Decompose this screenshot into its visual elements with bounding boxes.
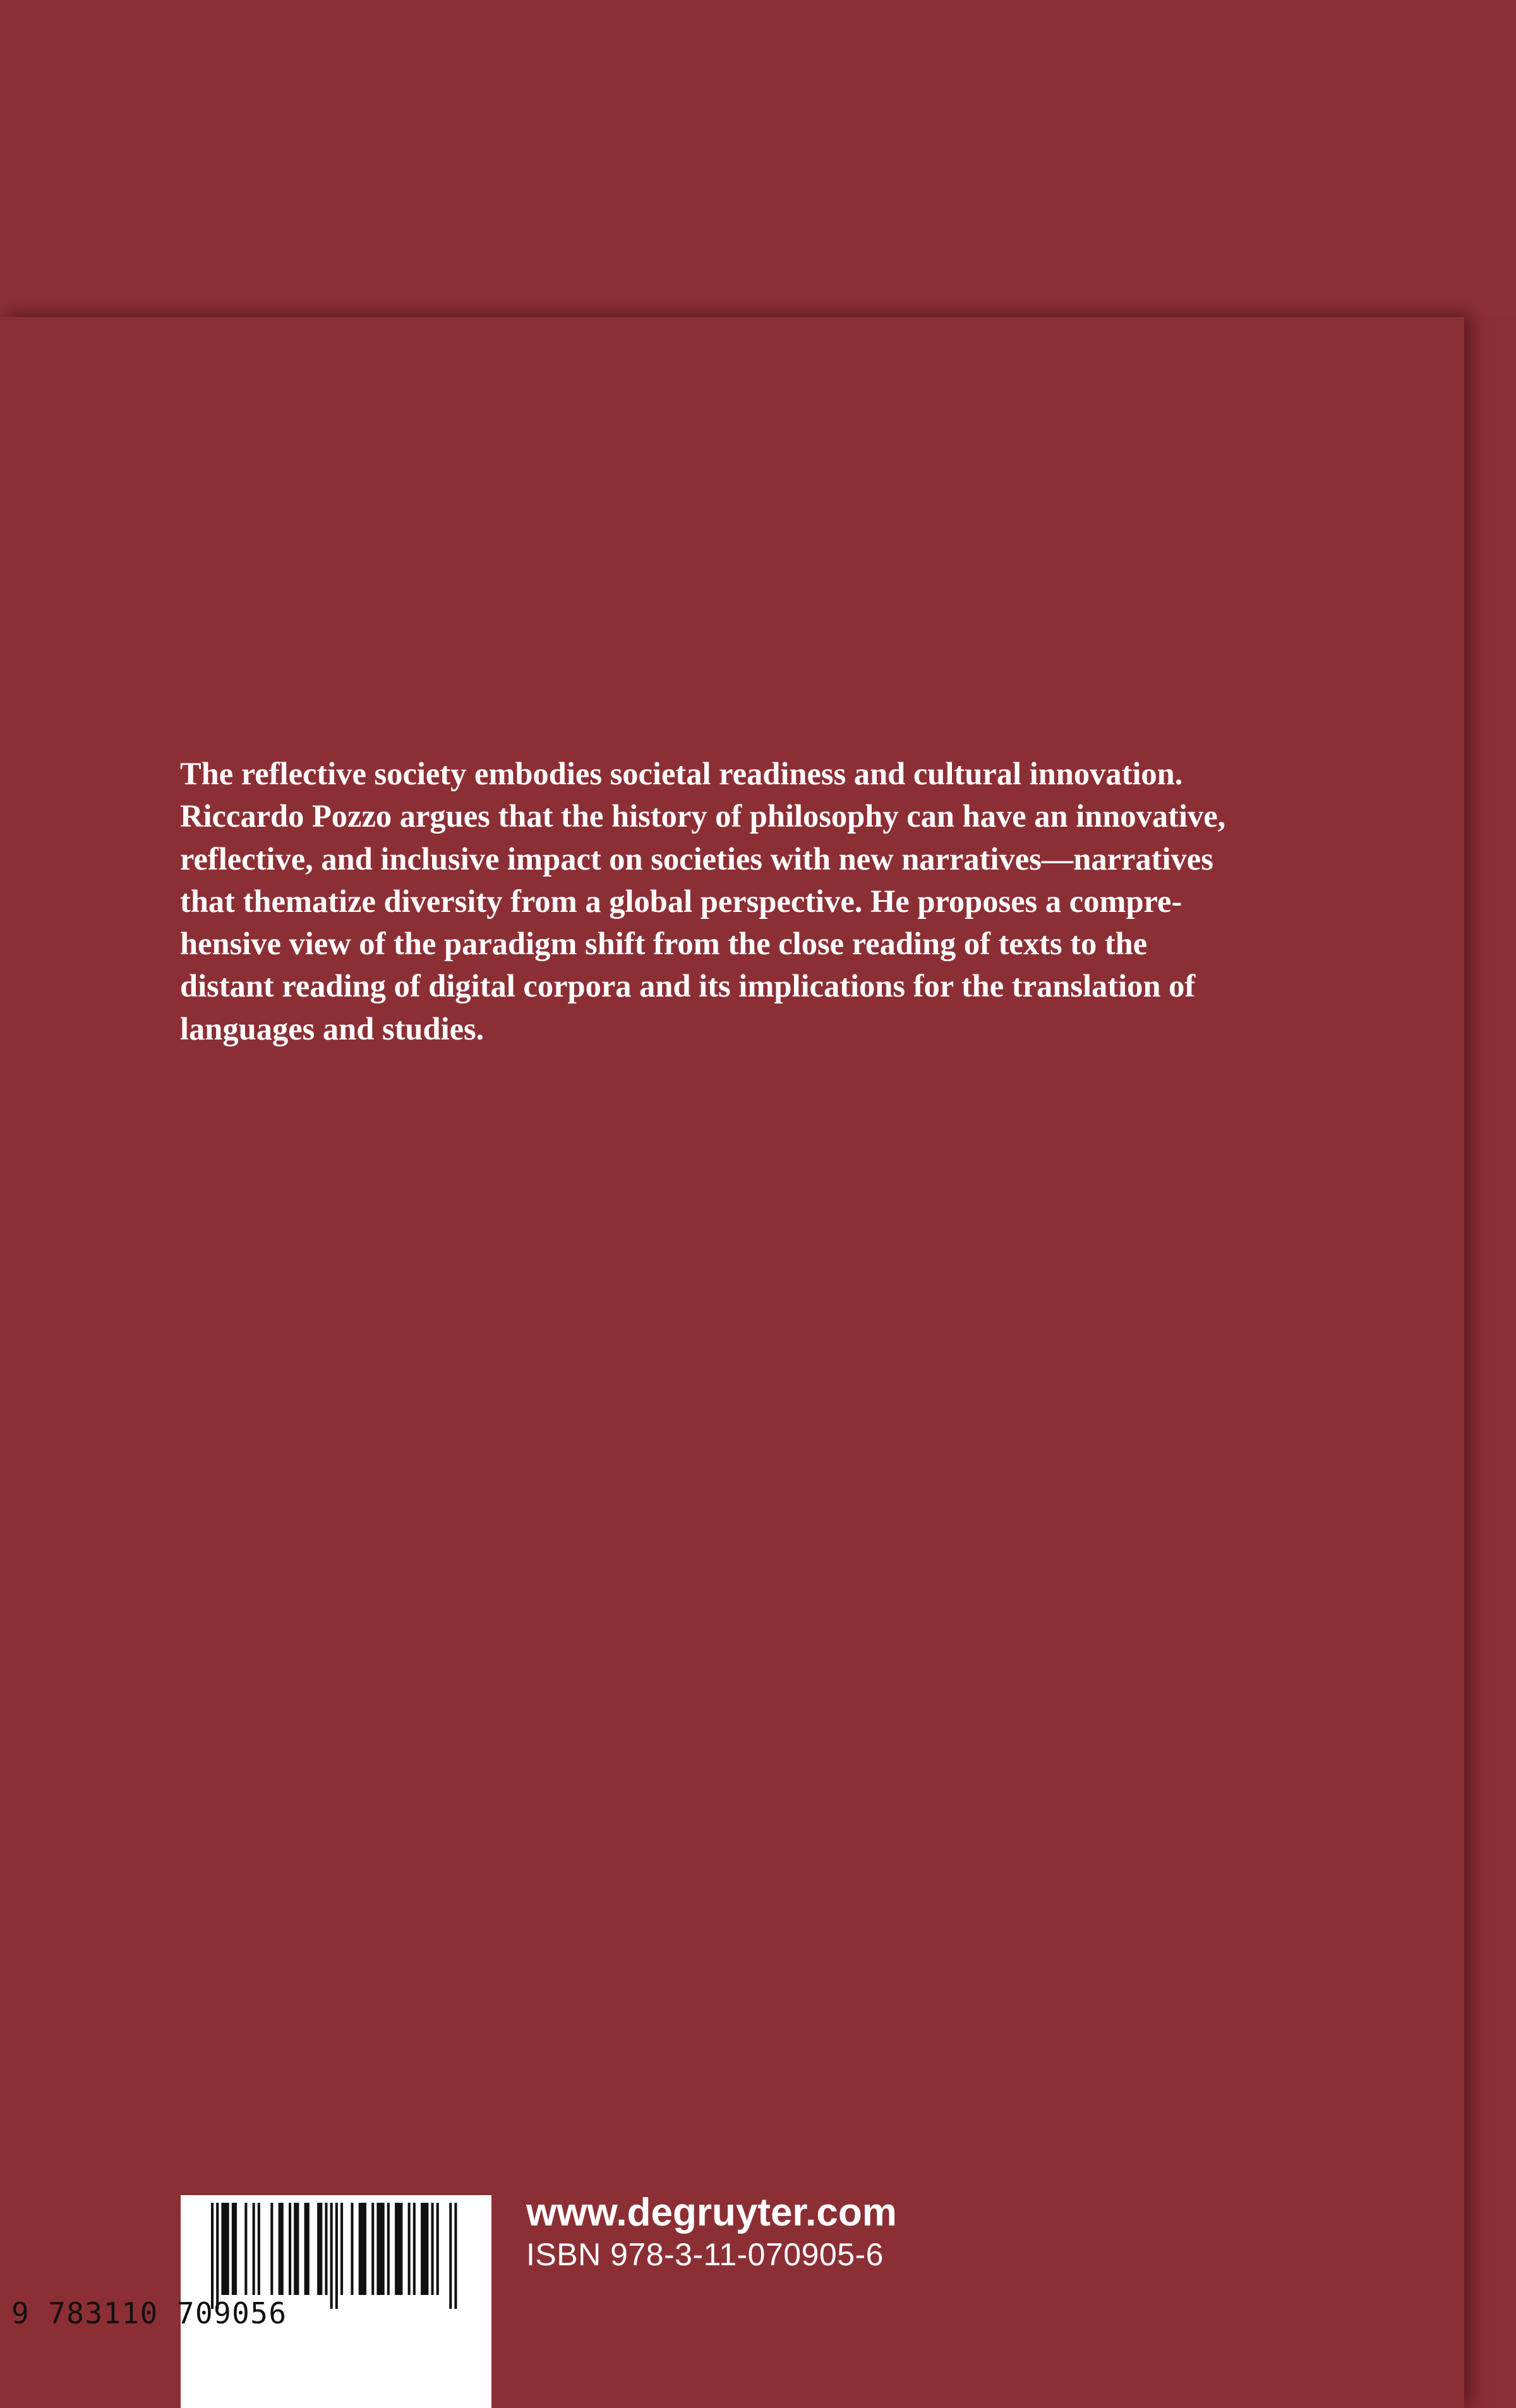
barcode-digits: 9 783110 709056 [11, 2296, 287, 2330]
barcode-bar [408, 2203, 411, 2295]
isbn-number: ISBN 978-3-11-070905-6 [526, 2237, 884, 2272]
barcode-bar [289, 2203, 291, 2295]
publisher-url: www.degruyter.com [526, 2191, 897, 2234]
barcode-bar [340, 2203, 343, 2295]
book-blurb [180, 753, 1336, 1050]
barcode-bar [279, 2203, 284, 2295]
barcode-bar [304, 2203, 310, 2295]
barcode-bar [395, 2203, 402, 2295]
blurb-line: Riccardo Pozzo argues that the history of philosophy can have an innovative, [180, 798, 1226, 834]
barcode-bar [216, 2203, 219, 2309]
barcode-bar [387, 2203, 390, 2295]
barcode-bar [371, 2203, 374, 2295]
barcode-bar [253, 2203, 255, 2295]
blurb-line: hensive view of the paradigm shift from the close reading of texts to the [180, 926, 1148, 962]
barcode-bar [454, 2203, 457, 2309]
barcode-bar [211, 2203, 214, 2309]
barcode-bar [436, 2203, 439, 2295]
barcode-bar [449, 2203, 452, 2309]
barcode-bar [221, 2203, 229, 2295]
cover-right-band [1465, 316, 1516, 2408]
blurb-line: that thematize diversity from a global perspective. He proposes a compre- [180, 883, 1182, 919]
barcode-bar [232, 2203, 237, 2295]
barcode-bar [244, 2203, 247, 2295]
barcode-bar [413, 2203, 416, 2295]
blurb-line: The reflective society embodies societal readiness and cultural innovation. [180, 756, 1183, 791]
cover-top-band [0, 0, 1516, 316]
barcode-bar [294, 2203, 299, 2295]
barcode-bar [330, 2203, 333, 2309]
barcode-bar [270, 2203, 273, 2295]
blurb-line: languages and studies. [180, 1010, 484, 1046]
blurb-line: reflective, and inclusive impact on societies with new narratives—narratives [180, 841, 1213, 877]
barcode-bar [325, 2203, 327, 2295]
publisher-info [526, 2191, 897, 2273]
barcode-bar [421, 2203, 428, 2295]
barcode-bar [359, 2203, 366, 2295]
barcode-bar [351, 2203, 353, 2295]
barcode-bar [317, 2203, 322, 2295]
cover-flap-panel [0, 317, 1464, 2408]
barcode-bar [258, 2203, 260, 2295]
barcode-bar [376, 2203, 384, 2295]
blurb-line: distant reading of digital corpora and its implications for the translation of [180, 968, 1196, 1004]
barcode-bar [335, 2203, 338, 2309]
barcode-bar [431, 2203, 434, 2295]
